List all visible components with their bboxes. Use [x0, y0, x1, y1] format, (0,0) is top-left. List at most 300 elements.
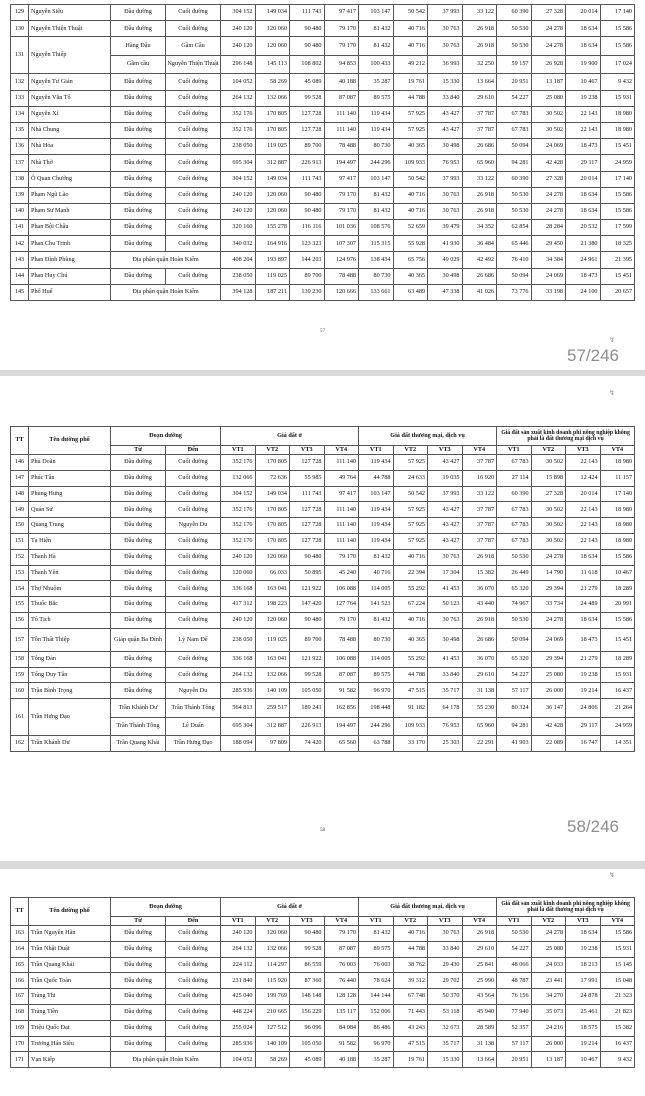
- price-cell: 244 296: [359, 155, 394, 171]
- price-cell: 50 530: [497, 187, 532, 203]
- price-cell: 27 114: [497, 470, 532, 486]
- price-cell: 352 176: [221, 106, 256, 122]
- price-cell: 111 743: [290, 5, 325, 21]
- price-cell: 18 634: [566, 926, 601, 942]
- row-number: 169: [11, 1020, 29, 1036]
- price-cell: 45 940: [462, 1004, 497, 1020]
- price-cell: 87 087: [324, 90, 359, 106]
- price-cell: 87 360: [290, 973, 325, 989]
- price-cell: 67 783: [497, 106, 532, 122]
- price-cell: 111 140: [324, 455, 359, 471]
- price-cell: 26 000: [531, 1036, 566, 1052]
- price-cell: 30 763: [428, 549, 463, 565]
- price-cell: 57 925: [393, 502, 428, 518]
- price-cell: 97 809: [255, 736, 290, 752]
- price-cell: 89 575: [359, 941, 394, 957]
- price-cell: 43 427: [428, 106, 463, 122]
- col-commercial-header: Giá đất thương mại, dịch vụ: [359, 427, 497, 446]
- segment-from: Đầu đường: [111, 1004, 166, 1020]
- table-row: [11, 236, 635, 252]
- street-name: Quán Sứ: [29, 502, 111, 518]
- segment-to: Cuối đường: [166, 5, 221, 21]
- segment-from: Đầu đường: [111, 597, 166, 613]
- col-residential-header: Giá đất ở: [221, 427, 359, 446]
- segment-to: Lê Duẩn: [166, 717, 221, 736]
- segment-to: Cuối đường: [166, 1020, 221, 1036]
- price-cell: 20 951: [497, 74, 532, 90]
- segment-to: Cuối đường: [166, 74, 221, 90]
- street-name: Trần Khánh Dư: [29, 736, 111, 752]
- price-cell: 57 925: [393, 106, 428, 122]
- price-cell: 127 728: [290, 502, 325, 518]
- table-row: [11, 926, 635, 942]
- segment-to: Cuối đường: [166, 486, 221, 502]
- price-cell: 111 743: [290, 171, 325, 187]
- table-row: [11, 455, 635, 471]
- table-row: [11, 699, 635, 718]
- price-cell: 94 281: [497, 717, 532, 736]
- price-cell: 352 176: [221, 455, 256, 471]
- price-cell: 24 069: [531, 139, 566, 155]
- price-cell: 63 788: [359, 736, 394, 752]
- price-cell: 55 928: [393, 236, 428, 252]
- price-cell: 18 980: [600, 455, 635, 471]
- price-cell: 43 427: [428, 518, 463, 534]
- price-cell: 22 394: [393, 565, 428, 581]
- price-cell: 67 783: [497, 122, 532, 138]
- price-cell: 20 014: [566, 171, 601, 187]
- street-name: Nguyễn Siêu: [29, 5, 111, 21]
- table-row: [11, 502, 635, 518]
- price-cell: 198 448: [359, 699, 394, 718]
- segment-from: Đầu đường: [111, 502, 166, 518]
- row-number: 143: [11, 252, 29, 268]
- price-cell: 336 168: [221, 651, 256, 667]
- street-name: Quang Trung: [29, 518, 111, 534]
- row-number: 162: [11, 736, 29, 752]
- price-cell: 24 069: [531, 628, 566, 651]
- street-name: Phùng Hưng: [29, 486, 111, 502]
- price-cell: 57 925: [393, 122, 428, 138]
- price-cell: 50 542: [393, 171, 428, 187]
- price-cell: 19 238: [566, 667, 601, 683]
- price-cell: 44 788: [393, 667, 428, 683]
- price-cell: 15 586: [600, 926, 635, 942]
- price-cell: 55 292: [393, 581, 428, 597]
- price-cell: 99 528: [290, 941, 325, 957]
- price-cell: 18 325: [600, 236, 635, 252]
- row-number: 165: [11, 957, 29, 973]
- price-cell: 84 084: [324, 1020, 359, 1036]
- price-cell: 67 748: [393, 989, 428, 1005]
- price-cell: 133 661: [359, 284, 394, 300]
- price-cell: 41 453: [428, 581, 463, 597]
- price-cell: 77 940: [497, 1004, 532, 1020]
- price-cell: 18 980: [600, 106, 635, 122]
- table-row: [11, 284, 635, 300]
- price-cell: 99 528: [290, 90, 325, 106]
- street-name: Nhà Thờ: [29, 155, 111, 171]
- table-row: [11, 1052, 635, 1068]
- price-cell: 119 434: [359, 518, 394, 534]
- price-cell: 163 041: [255, 581, 290, 597]
- price-cell: 22 089: [531, 736, 566, 752]
- price-cell: 135 117: [324, 1004, 359, 1020]
- price-cell: 62 854: [497, 220, 532, 236]
- col-vt-header: VT1: [497, 446, 532, 455]
- table-row: [11, 651, 635, 667]
- segment-to: Cuối đường: [166, 941, 221, 957]
- segment-from: Đầu đường: [111, 220, 166, 236]
- price-cell: 30 502: [531, 455, 566, 471]
- price-cell: 106 088: [324, 581, 359, 597]
- price-cell: 194 497: [324, 155, 359, 171]
- price-cell: 90 480: [290, 187, 325, 203]
- price-cell: 73 776: [497, 284, 532, 300]
- segment-from: Đầu đường: [111, 989, 166, 1005]
- price-cell: 33 840: [428, 667, 463, 683]
- price-cell: 26 686: [462, 139, 497, 155]
- price-cell: 91 182: [393, 699, 428, 718]
- price-cell: 417 312: [221, 597, 256, 613]
- segment-range: Địa phận quận Hoàn Kiếm: [111, 1052, 221, 1068]
- price-cell: 89 700: [290, 139, 325, 155]
- price-cell: 22 143: [566, 533, 601, 549]
- price-cell: 17 991: [566, 973, 601, 989]
- street-name: Phạm Sư Mạnh: [29, 203, 111, 219]
- price-cell: 80 324: [497, 699, 532, 718]
- segment-from: Đầu đường: [111, 549, 166, 565]
- price-cell: 49 029: [428, 252, 463, 268]
- price-cell: 79 170: [324, 37, 359, 56]
- price-cell: 30 502: [531, 106, 566, 122]
- price-cell: 103 147: [359, 486, 394, 502]
- price-cell: 240 120: [221, 549, 256, 565]
- street-name: Nguyễn Văn Tố: [29, 90, 111, 106]
- price-cell: 21 279: [566, 581, 601, 597]
- price-cell: 57 925: [393, 455, 428, 471]
- price-cell: 50 123: [428, 597, 463, 613]
- price-cell: 312 887: [255, 155, 290, 171]
- price-cell: 155 278: [255, 220, 290, 236]
- price-cell: 90 480: [290, 203, 325, 219]
- street-name: Trần Quang Khải: [29, 957, 111, 973]
- price-cell: 50 530: [497, 549, 532, 565]
- price-cell: 26 928: [531, 55, 566, 74]
- price-cell: 37 787: [462, 122, 497, 138]
- price-cell: 24 278: [531, 203, 566, 219]
- price-cell: 19 761: [393, 1052, 428, 1068]
- segment-from: Trần Thánh Tông: [111, 717, 166, 736]
- price-cell: 60 390: [497, 486, 532, 502]
- price-cell: 264 132: [221, 90, 256, 106]
- table-header: [11, 898, 635, 926]
- segment-to: Trần Hưng Đạo: [166, 736, 221, 752]
- price-cell: 140 109: [255, 683, 290, 699]
- price-cell: 28 284: [531, 220, 566, 236]
- col-vt-header: VT1: [221, 446, 256, 455]
- segment-to: Cuối đường: [166, 1036, 221, 1052]
- price-cell: 187 211: [255, 284, 290, 300]
- price-cell: 30 502: [531, 518, 566, 534]
- price-cell: 67 224: [393, 597, 428, 613]
- price-cell: 111 140: [324, 502, 359, 518]
- price-cell: 32 250: [462, 55, 497, 74]
- col-vt-header: VT1: [221, 917, 256, 926]
- price-cell: 425 040: [221, 989, 256, 1005]
- header-row: [11, 427, 635, 446]
- price-cell: 240 120: [221, 612, 256, 628]
- street-name: Thanh Yên: [29, 565, 111, 581]
- segment-to: Cuối đường: [166, 651, 221, 667]
- price-cell: 78 488: [324, 268, 359, 284]
- price-cell: 352 176: [221, 533, 256, 549]
- price-cell: 193 897: [255, 252, 290, 268]
- price-cell: 29 394: [531, 651, 566, 667]
- price-cell: 40 716: [393, 187, 428, 203]
- price-cell: 24 806: [566, 699, 601, 718]
- price-cell: 24 278: [531, 926, 566, 942]
- segment-from: Đầu đường: [111, 90, 166, 106]
- table-row: [11, 106, 635, 122]
- page-58: [0, 376, 645, 861]
- segment-to: Nguyễn Du: [166, 683, 221, 699]
- row-number: 135: [11, 122, 29, 138]
- price-cell: 24 959: [600, 717, 635, 736]
- price-cell: 127 764: [324, 597, 359, 613]
- table-body: [11, 5, 635, 301]
- price-cell: 78 488: [324, 139, 359, 155]
- price-cell: 21 264: [600, 699, 635, 718]
- price-cell: 188 094: [221, 736, 256, 752]
- price-cell: 41 903: [497, 736, 532, 752]
- price-cell: 19 214: [566, 683, 601, 699]
- price-cell: 29 117: [566, 155, 601, 171]
- price-cell: 240 120: [221, 187, 256, 203]
- price-cell: 79 170: [324, 926, 359, 942]
- col-vt-header: VT2: [255, 446, 290, 455]
- price-cell: 24 278: [531, 612, 566, 628]
- price-cell: 11 157: [600, 470, 635, 486]
- price-cell: 90 480: [290, 21, 325, 37]
- price-cell: 43 564: [462, 989, 497, 1005]
- price-cell: 39 312: [393, 973, 428, 989]
- price-cell: 33 734: [531, 597, 566, 613]
- price-cell: 119 025: [255, 628, 290, 651]
- segment-to: Cuối đường: [166, 187, 221, 203]
- price-cell: 119 025: [255, 268, 290, 284]
- segment-from: Đầu đường: [111, 106, 166, 122]
- price-cell: 26 449: [497, 565, 532, 581]
- price-cell: 54 227: [497, 667, 532, 683]
- price-cell: 67 783: [497, 533, 532, 549]
- price-cell: 144 203: [290, 252, 325, 268]
- segment-from: Đầu đường: [111, 171, 166, 187]
- segment-to: Cuối đường: [166, 549, 221, 565]
- table-row: [11, 74, 635, 90]
- table-row: [11, 957, 635, 973]
- price-cell: 25 303: [428, 736, 463, 752]
- row-number: 152: [11, 549, 29, 565]
- price-cell: 285 936: [221, 1036, 256, 1052]
- price-cell: 40 365: [393, 139, 428, 155]
- price-cell: 34 384: [531, 252, 566, 268]
- price-cell: 296 148: [221, 55, 256, 74]
- price-cell: 264 132: [221, 667, 256, 683]
- col-to-header: Đến: [166, 446, 221, 455]
- price-cell: 42 428: [531, 155, 566, 171]
- price-cell: 45 240: [324, 565, 359, 581]
- street-name: Triệu Quốc Đạt: [29, 1020, 111, 1036]
- price-cell: 127 728: [290, 106, 325, 122]
- price-cell: 127 728: [290, 533, 325, 549]
- price-cell: 65 446: [497, 236, 532, 252]
- price-cell: 60 390: [497, 5, 532, 21]
- table-row: [11, 220, 635, 236]
- segment-from: Giáp quận Ba Đình: [111, 628, 166, 651]
- price-cell: 50 530: [497, 37, 532, 56]
- segment-from: Đầu đường: [111, 651, 166, 667]
- table-row: [11, 1036, 635, 1052]
- street-name: Phan Chu Trinh: [29, 236, 111, 252]
- table-row: [11, 268, 635, 284]
- page-number: 58: [320, 828, 325, 833]
- price-cell: 81 432: [359, 549, 394, 565]
- segment-from: Đầu đường: [111, 470, 166, 486]
- price-cell: 80 730: [359, 628, 394, 651]
- price-cell: 26 918: [462, 187, 497, 203]
- price-cell: 114 297: [255, 957, 290, 973]
- street-name: Thợ Nhuộm: [29, 581, 111, 597]
- price-cell: 54 227: [497, 941, 532, 957]
- price-cell: 45 089: [290, 1052, 325, 1068]
- col-vt-header: VT2: [255, 917, 290, 926]
- street-name: Thuốc Bắc: [29, 597, 111, 613]
- price-cell: 71 443: [393, 1004, 428, 1020]
- row-number: 132: [11, 74, 29, 90]
- price-cell: 120 060: [255, 203, 290, 219]
- price-cell: 304 152: [221, 486, 256, 502]
- price-cell: 18 980: [600, 502, 635, 518]
- price-cell: 120 060: [221, 565, 256, 581]
- street-name: Tràng Tiền: [29, 1004, 111, 1020]
- segment-from: Đầu đường: [111, 683, 166, 699]
- price-cell: 238 050: [221, 268, 256, 284]
- street-name: Phạm Ngũ Lão: [29, 187, 111, 203]
- price-cell: 24 100: [566, 284, 601, 300]
- header-row: [11, 898, 635, 917]
- price-cell: 121 922: [290, 651, 325, 667]
- price-cell: 19 900: [566, 55, 601, 74]
- price-cell: 24 033: [531, 957, 566, 973]
- price-cell: 65 320: [497, 651, 532, 667]
- price-cell: 94 281: [497, 155, 532, 171]
- price-cell: 21 823: [600, 1004, 635, 1020]
- price-cell: 109 933: [393, 155, 428, 171]
- price-cell: 30 498: [428, 139, 463, 155]
- table-row: [11, 90, 635, 106]
- price-cell: 128 128: [324, 989, 359, 1005]
- price-cell: 40 716: [393, 21, 428, 37]
- price-cell: 30 502: [531, 533, 566, 549]
- price-cell: 18 634: [566, 37, 601, 56]
- segment-from: Đầu đường: [111, 236, 166, 252]
- price-cell: 24 489: [566, 597, 601, 613]
- price-cell: 109 933: [393, 717, 428, 736]
- price-cell: 40 716: [393, 37, 428, 56]
- row-number: 134: [11, 106, 29, 122]
- price-cell: 15 586: [600, 612, 635, 628]
- segment-from: Đầu đường: [111, 1020, 166, 1036]
- price-cell: 42 492: [462, 252, 497, 268]
- price-cell: 24 069: [531, 268, 566, 284]
- row-number: 156: [11, 612, 29, 628]
- price-cell: 67 783: [497, 502, 532, 518]
- price-cell: 18 980: [600, 122, 635, 138]
- price-cell: 18 473: [566, 139, 601, 155]
- price-cell: 164 916: [255, 236, 290, 252]
- segment-range: Địa phận quận Hoàn Kiếm: [111, 284, 221, 300]
- segment-from: Đầu đường: [111, 203, 166, 219]
- row-number: 136: [11, 139, 29, 155]
- price-cell: 22 143: [566, 455, 601, 471]
- segment-to: Cuối đường: [166, 533, 221, 549]
- page-counter: 57/246: [567, 346, 619, 365]
- price-cell: 17 140: [600, 171, 635, 187]
- row-number: 154: [11, 581, 29, 597]
- price-cell: 27 328: [531, 171, 566, 187]
- price-cell: 50 094: [497, 628, 532, 651]
- price-cell: 24 278: [531, 549, 566, 565]
- row-number: 151: [11, 533, 29, 549]
- street-name: Phan Đình Phùng: [29, 252, 111, 268]
- price-cell: 40 716: [359, 565, 394, 581]
- price-cell: 16 437: [600, 1036, 635, 1052]
- price-cell: 50 530: [497, 203, 532, 219]
- price-cell: 29 394: [531, 581, 566, 597]
- row-number: 167: [11, 989, 29, 1005]
- price-cell: 352 176: [221, 518, 256, 534]
- price-cell: 50 370: [428, 989, 463, 1005]
- price-cell: 119 434: [359, 455, 394, 471]
- segment-from: Đầu đường: [111, 941, 166, 957]
- price-cell: 76 953: [428, 155, 463, 171]
- segment-from: Đầu đường: [111, 957, 166, 973]
- price-cell: 12 424: [566, 470, 601, 486]
- price-cell: 63 489: [393, 284, 428, 300]
- price-cell: 55 292: [393, 651, 428, 667]
- price-cell: 18 575: [566, 1020, 601, 1036]
- price-cell: 89 700: [290, 268, 325, 284]
- price-cell: 76 440: [324, 973, 359, 989]
- price-cell: 163 041: [255, 651, 290, 667]
- row-number: 146: [11, 455, 29, 471]
- segment-from: Đầu đường: [111, 21, 166, 37]
- price-cell: 18 634: [566, 203, 601, 219]
- price-cell: 79 170: [324, 203, 359, 219]
- table-row: [11, 1004, 635, 1020]
- price-cell: 35 717: [428, 683, 463, 699]
- segment-to: Cuối đường: [166, 597, 221, 613]
- price-cell: 15 451: [600, 628, 635, 651]
- row-number: 144: [11, 268, 29, 284]
- price-cell: 30 763: [428, 203, 463, 219]
- price-cell: 224 112: [221, 957, 256, 973]
- price-cell: 24 959: [600, 155, 635, 171]
- row-number: 160: [11, 683, 29, 699]
- price-cell: 78 488: [324, 628, 359, 651]
- price-cell: 50 094: [497, 139, 532, 155]
